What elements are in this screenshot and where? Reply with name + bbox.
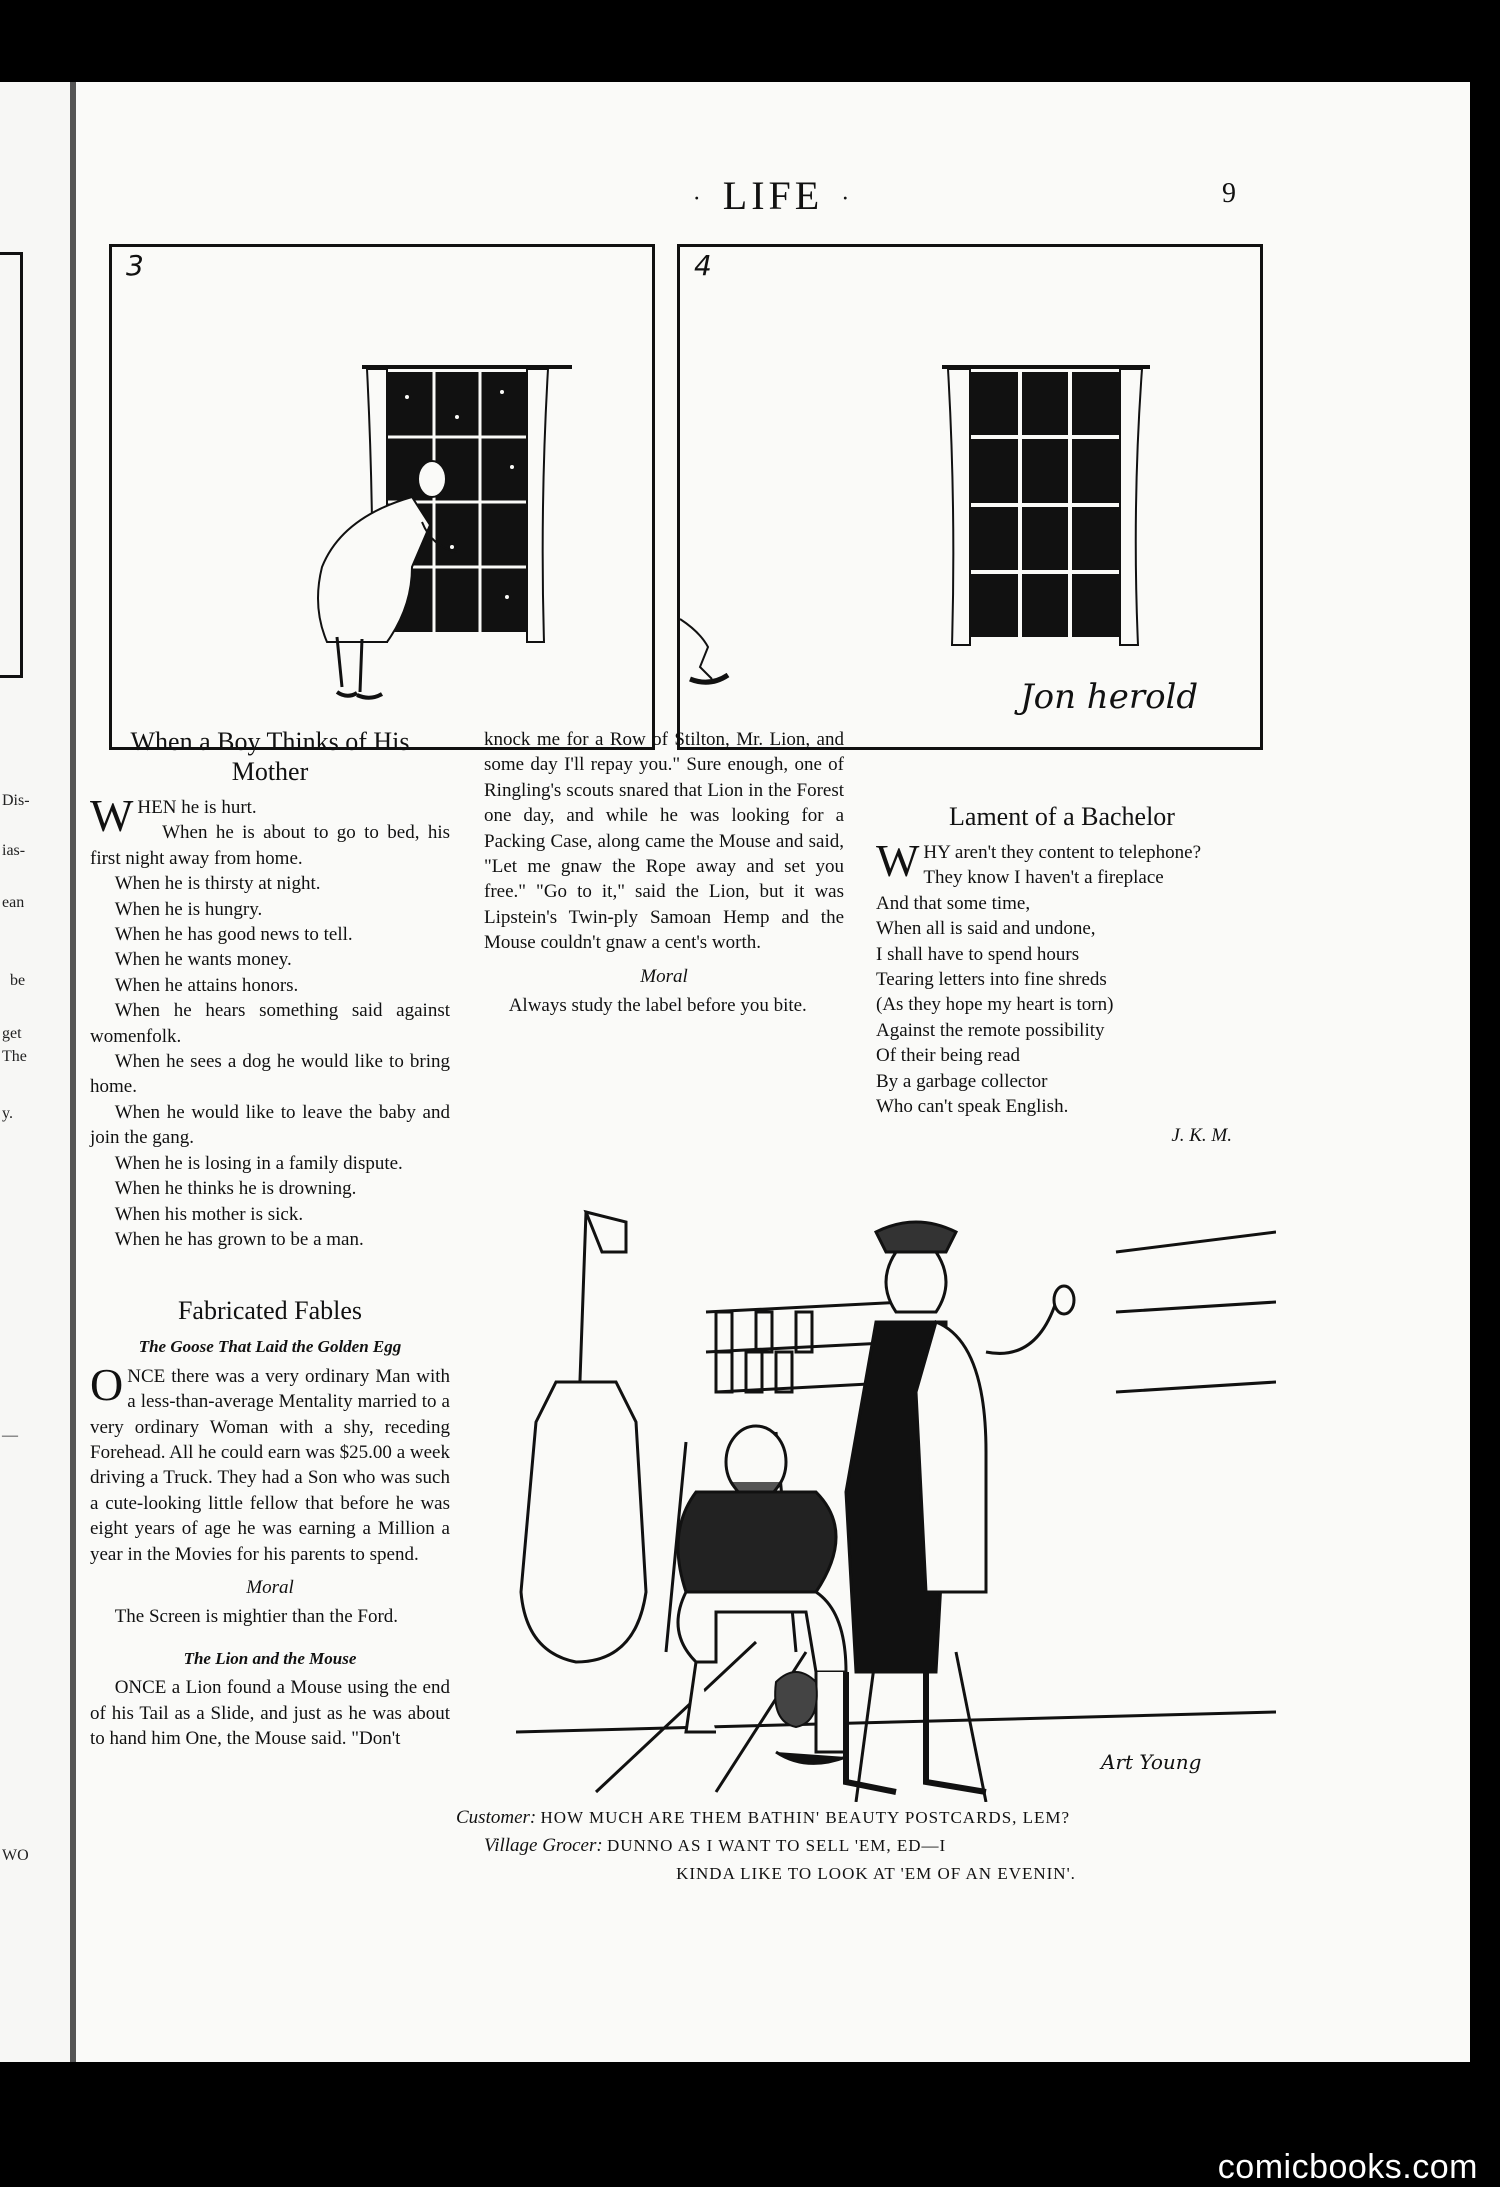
poem-line: By a garbage collector — [876, 1070, 1048, 1092]
poem-line: When he thinks he is drowning. — [114, 1178, 357, 1200]
caption-line: KINDA LIKE TO LOOK AT 'EM OF AN EVENIN'. — [676, 1864, 1076, 1883]
fable-text: ONCE a Lion found a Mouse using the end of his Tail as a Slide, and just as he was about to hand him One, the Mouse said. "Don't — [90, 1677, 450, 1749]
drop-cap: O — [90, 1358, 124, 1410]
drop-cap: W — [90, 790, 134, 841]
masthead-title: LIFE — [722, 173, 824, 218]
fable-title: The Lion and the Mouse — [183, 1648, 357, 1668]
moral-label: Moral — [640, 965, 688, 987]
fable-text: NCE there was a very ordinary Man with a less-than-average Mentality married to a very ordinary Woman with a shy, receding Forehead. All he could earn was $25.00 a week driving a Truck. They had a Son who was such a cute-looking little fellow that before he was eight years of age he was earning a Million a year in the Movies for his parents to spend. — [90, 1365, 450, 1565]
poem-signature: J. K. M. — [1171, 1125, 1232, 1147]
facing-page-frame — [0, 252, 23, 678]
poem-line: (As they hope my heart is torn) — [876, 994, 1114, 1016]
poem-line: HEN he is hurt. — [137, 797, 257, 818]
moral-text: Always study the label before you bite. — [508, 995, 807, 1017]
column-3 — [876, 802, 1248, 1149]
site-watermark: comicbooks.com — [1217, 2148, 1478, 2186]
cartoon-caption — [376, 1804, 1336, 1888]
poem-line: When he is losing in a family dispute. — [114, 1152, 403, 1174]
moral-label: Moral — [246, 1576, 294, 1598]
panel-number: 4 — [694, 249, 712, 282]
poem-line: And that some time, — [876, 892, 1031, 914]
poem-line: They know I haven't a fireplace — [923, 867, 1164, 889]
column-1 — [90, 727, 450, 1751]
poem-line: When he has good news to tell. — [114, 924, 353, 946]
magazine-page — [76, 82, 1470, 2062]
poem-line: Tearing letters into fine shreds — [876, 969, 1107, 991]
poem-line: When he is hungry. — [114, 898, 263, 920]
poem-line: Who can't speak English. — [876, 1096, 1069, 1118]
fables-title: Fabricated Fables — [177, 1296, 363, 1326]
poem-line: HY aren't they content to telephone? — [923, 842, 1202, 863]
poem-line: When he has grown to be a man. — [114, 1228, 364, 1250]
poem-title: When a Boy Thinks of His Mother — [130, 727, 410, 786]
scan-top-border — [0, 0, 1500, 82]
masthead: · LIFE · — [692, 173, 854, 218]
poem-line: When he is thirsty at night. — [114, 873, 321, 895]
poem-line: When he attains honors. — [114, 974, 299, 996]
page-number: 9 — [1222, 178, 1236, 209]
poem-line: Of their being read — [876, 1045, 1021, 1067]
scan-right-border — [1470, 82, 1500, 2062]
grocery-cartoon-illustration — [516, 1192, 1276, 1802]
caption-line: HOW MUCH ARE THEM BATHIN' BEAUTY POSTCARDS, LEM? — [540, 1808, 1071, 1827]
facing-fragment: The — [2, 1048, 27, 1065]
column-2 — [484, 727, 844, 1018]
poem-line: When he would like to leave the baby and join the gang. — [90, 1101, 450, 1149]
caption-speaker: Village Grocer: — [484, 1835, 603, 1856]
panel-3-illustration — [112, 247, 652, 747]
moral-text: The Screen is mightier than the Ford. — [114, 1606, 399, 1628]
facing-fragment: y. — [2, 1105, 13, 1122]
facing-fragment: get — [2, 1025, 22, 1042]
poem-line: When all is said and undone, — [876, 918, 1096, 940]
caption-line: DUNNO AS I WANT TO SELL 'EM, ED—I — [606, 1836, 947, 1855]
poem-line: When he wants money. — [114, 949, 292, 971]
panel-number: 3 — [126, 249, 144, 282]
facing-fragment: — — [2, 1427, 18, 1444]
fable-text: knock me for a Row of Stilton, Mr. Lion, and some day I'll repay you." Sure enough, one of Ringling's scouts snared that Lion in the Forest one day, and while he was looking for a Packing Case, along came the Mouse and said, "Let me gnaw the Rope away and set you free." "Go to it," said the Lion, but it was Lipstein's Twin-ply Samoan Hemp and the Mouse couldn't gnaw a cent's worth. — [484, 729, 844, 954]
poem-line: Against the remote possibility — [876, 1019, 1105, 1041]
comic-signature: Jon herold — [1020, 677, 1199, 717]
facing-fragment: ias- — [2, 842, 26, 859]
poem-line: When he hears something said against womenfolk. — [90, 1000, 450, 1047]
drop-cap: W — [876, 835, 920, 886]
facing-fragment: WO — [2, 1847, 29, 1864]
poem-line: When he is about to go to bed, his first night away from home. — [90, 822, 450, 869]
panel-4-illustration — [680, 247, 1260, 747]
poem-title: Lament of a Bachelor — [949, 802, 1175, 831]
poem-line: When his mother is sick. — [114, 1203, 304, 1225]
fable-title: The Goose That Laid the Golden Egg — [138, 1337, 402, 1357]
poem-line: When he sees a dog he would like to bring home. — [90, 1051, 450, 1098]
comic-panel-3 — [109, 244, 655, 750]
facing-fragment: be — [10, 972, 26, 989]
facing-fragment: ean — [2, 894, 25, 911]
comic-panel-4 — [677, 244, 1263, 750]
facing-fragment: Dis- — [2, 792, 30, 809]
poem-line: I shall have to spend hours — [876, 943, 1080, 965]
caption-speaker: Customer: — [456, 1807, 537, 1828]
cartoon-signature: Art Young — [1101, 1750, 1202, 1774]
facing-page-edge — [0, 82, 70, 2062]
